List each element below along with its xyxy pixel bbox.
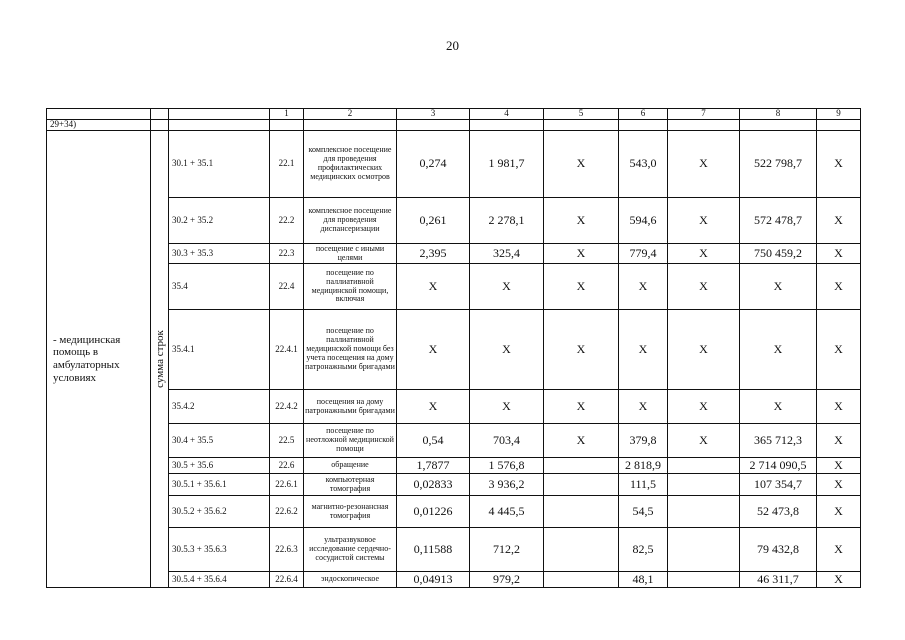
cell: X xyxy=(668,390,740,424)
row-code: 22.6.3 xyxy=(270,528,304,572)
row-desc: посещение по неотложной медицинской помощи xyxy=(304,424,397,458)
cell: 1 576,8 xyxy=(470,458,544,474)
cell: 979,2 xyxy=(470,572,544,588)
row-ref: 35.4 xyxy=(169,264,270,310)
cell: X xyxy=(817,458,861,474)
cell xyxy=(668,572,740,588)
row-ref: 30.5.1 + 35.6.1 xyxy=(169,474,270,496)
row-code: 22.4 xyxy=(270,264,304,310)
header-cell: 4 xyxy=(470,109,544,120)
cell: 543,0 xyxy=(619,131,668,198)
cell: 522 798,7 xyxy=(740,131,817,198)
cell xyxy=(668,528,740,572)
table-row xyxy=(47,572,861,588)
cell: X xyxy=(470,310,544,390)
cell: X xyxy=(817,198,861,244)
vertical-label: сумма строк xyxy=(151,131,169,588)
header-cell: 7 xyxy=(668,109,740,120)
cell: 0,11588 xyxy=(397,528,470,572)
cell xyxy=(544,572,619,588)
table-row xyxy=(47,424,861,458)
cell: 4 445,5 xyxy=(470,496,544,528)
cell: 572 478,7 xyxy=(740,198,817,244)
row-ref: 35.4.2 xyxy=(169,390,270,424)
cell xyxy=(668,496,740,528)
cell: X xyxy=(619,390,668,424)
header-cell: 6 xyxy=(619,109,668,120)
cell: X xyxy=(544,264,619,310)
table-row xyxy=(47,528,861,572)
cell: X xyxy=(817,572,861,588)
row-code: 22.6 xyxy=(270,458,304,474)
cell: 2 278,1 xyxy=(470,198,544,244)
cell: 3 936,2 xyxy=(470,474,544,496)
table-row xyxy=(47,131,861,198)
row-desc: компьютерная томография xyxy=(304,474,397,496)
table-row xyxy=(47,390,861,424)
row-desc: посещение по паллиативной медицинской помощи, включая xyxy=(304,264,397,310)
table-row xyxy=(47,198,861,244)
cell: X xyxy=(397,264,470,310)
cell: X xyxy=(397,310,470,390)
header-cell xyxy=(47,109,151,120)
cell: 0,274 xyxy=(397,131,470,198)
row-desc: магнитно-резонансная томография xyxy=(304,496,397,528)
cell: X xyxy=(544,244,619,264)
cell: 2 818,9 xyxy=(619,458,668,474)
row-ref: 30.3 + 35.3 xyxy=(169,244,270,264)
cell: 111,5 xyxy=(619,474,668,496)
cell: X xyxy=(470,390,544,424)
cell: X xyxy=(544,390,619,424)
cell xyxy=(544,474,619,496)
cell: X xyxy=(668,244,740,264)
cell: 0,54 xyxy=(397,424,470,458)
cell: 0,02833 xyxy=(397,474,470,496)
page-number: 20 xyxy=(446,38,459,53)
header-cell: 5 xyxy=(544,109,619,120)
cell: X xyxy=(817,244,861,264)
table-row xyxy=(47,244,861,264)
cell: X xyxy=(544,198,619,244)
cell: 52 473,8 xyxy=(740,496,817,528)
row-desc: посещение с иными целями xyxy=(304,244,397,264)
cell: 594,6 xyxy=(619,198,668,244)
cell: X xyxy=(817,424,861,458)
cell: 82,5 xyxy=(619,528,668,572)
header-cell xyxy=(151,109,169,120)
row-desc: комплексное посещение для проведения диспансеризации xyxy=(304,198,397,244)
row-code: 22.3 xyxy=(270,244,304,264)
row-desc: обращение xyxy=(304,458,397,474)
cell: X xyxy=(668,424,740,458)
cell: X xyxy=(740,390,817,424)
row-code: 22.4.1 xyxy=(270,310,304,390)
cell xyxy=(544,528,619,572)
row-ref: 30.5.3 + 35.6.3 xyxy=(169,528,270,572)
row-code: 22.6.2 xyxy=(270,496,304,528)
cell: X xyxy=(817,474,861,496)
row-code: 22.6.1 xyxy=(270,474,304,496)
cell: 79 432,8 xyxy=(740,528,817,572)
row-code: 22.4.2 xyxy=(270,390,304,424)
header-row xyxy=(47,109,861,120)
cell: 2 714 090,5 xyxy=(740,458,817,474)
cell: 379,8 xyxy=(619,424,668,458)
header-cell: 3 xyxy=(397,109,470,120)
header-cell xyxy=(169,109,270,120)
cell: X xyxy=(817,496,861,528)
row-desc: эндоскопическое xyxy=(304,572,397,588)
data-table xyxy=(46,108,861,588)
cell: 325,4 xyxy=(470,244,544,264)
cell: 46 311,7 xyxy=(740,572,817,588)
cell xyxy=(668,474,740,496)
cell xyxy=(544,458,619,474)
cell: 0,261 xyxy=(397,198,470,244)
cell: X xyxy=(619,310,668,390)
row-desc: посещения на дому патронажными бригадами xyxy=(304,390,397,424)
cell: X xyxy=(817,310,861,390)
row-ref: 35.4.1 xyxy=(169,310,270,390)
cell: X xyxy=(619,264,668,310)
cell: X xyxy=(817,131,861,198)
section-label: - медицинская помощь в амбулаторных условиях xyxy=(47,131,151,588)
cell: 1,7877 xyxy=(397,458,470,474)
row-code: 22.6.4 xyxy=(270,572,304,588)
cell: 0,04913 xyxy=(397,572,470,588)
continuation-text: 29+34) xyxy=(47,120,151,131)
cell: 0,01226 xyxy=(397,496,470,528)
row-ref: 30.2 + 35.2 xyxy=(169,198,270,244)
cell: 48,1 xyxy=(619,572,668,588)
cell: X xyxy=(470,264,544,310)
continuation-row xyxy=(47,120,861,131)
row-code: 22.5 xyxy=(270,424,304,458)
cell: X xyxy=(740,264,817,310)
cell: 365 712,3 xyxy=(740,424,817,458)
cell: X xyxy=(544,310,619,390)
header-cell: 9 xyxy=(817,109,861,120)
cell: 750 459,2 xyxy=(740,244,817,264)
table-row xyxy=(47,474,861,496)
row-code: 22.1 xyxy=(270,131,304,198)
table-row xyxy=(47,310,861,390)
cell: 1 981,7 xyxy=(470,131,544,198)
cell: 107 354,7 xyxy=(740,474,817,496)
row-desc: комплексное посещение для проведения профилактических медицинских осмотров xyxy=(304,131,397,198)
cell: 779,4 xyxy=(619,244,668,264)
cell: X xyxy=(544,131,619,198)
cell: 712,2 xyxy=(470,528,544,572)
cell xyxy=(544,496,619,528)
row-ref: 30.5.4 + 35.6.4 xyxy=(169,572,270,588)
cell: X xyxy=(817,264,861,310)
cell: X xyxy=(668,310,740,390)
cell: 2,395 xyxy=(397,244,470,264)
cell: 54,5 xyxy=(619,496,668,528)
cell: X xyxy=(544,424,619,458)
cell: X xyxy=(668,131,740,198)
cell: X xyxy=(397,390,470,424)
cell xyxy=(668,458,740,474)
cell: X xyxy=(668,198,740,244)
row-desc: ультразвуковое исследование сердечно-сосудистой системы xyxy=(304,528,397,572)
row-ref: 30.1 + 35.1 xyxy=(169,131,270,198)
cell: X xyxy=(817,528,861,572)
cell: X xyxy=(740,310,817,390)
row-ref: 30.5.2 + 35.6.2 xyxy=(169,496,270,528)
table-row xyxy=(47,496,861,528)
row-code: 22.2 xyxy=(270,198,304,244)
header-cell: 8 xyxy=(740,109,817,120)
header-cell: 1 xyxy=(270,109,304,120)
cell: X xyxy=(817,390,861,424)
table-row xyxy=(47,264,861,310)
cell: X xyxy=(668,264,740,310)
row-desc: посещение по паллиативной медицинской помощи без учета посещения на дому патронажными бригадами xyxy=(304,310,397,390)
row-ref: 30.4 + 35.5 xyxy=(169,424,270,458)
row-ref: 30.5 + 35.6 xyxy=(169,458,270,474)
header-cell: 2 xyxy=(304,109,397,120)
table-row xyxy=(47,458,861,474)
cell: 703,4 xyxy=(470,424,544,458)
